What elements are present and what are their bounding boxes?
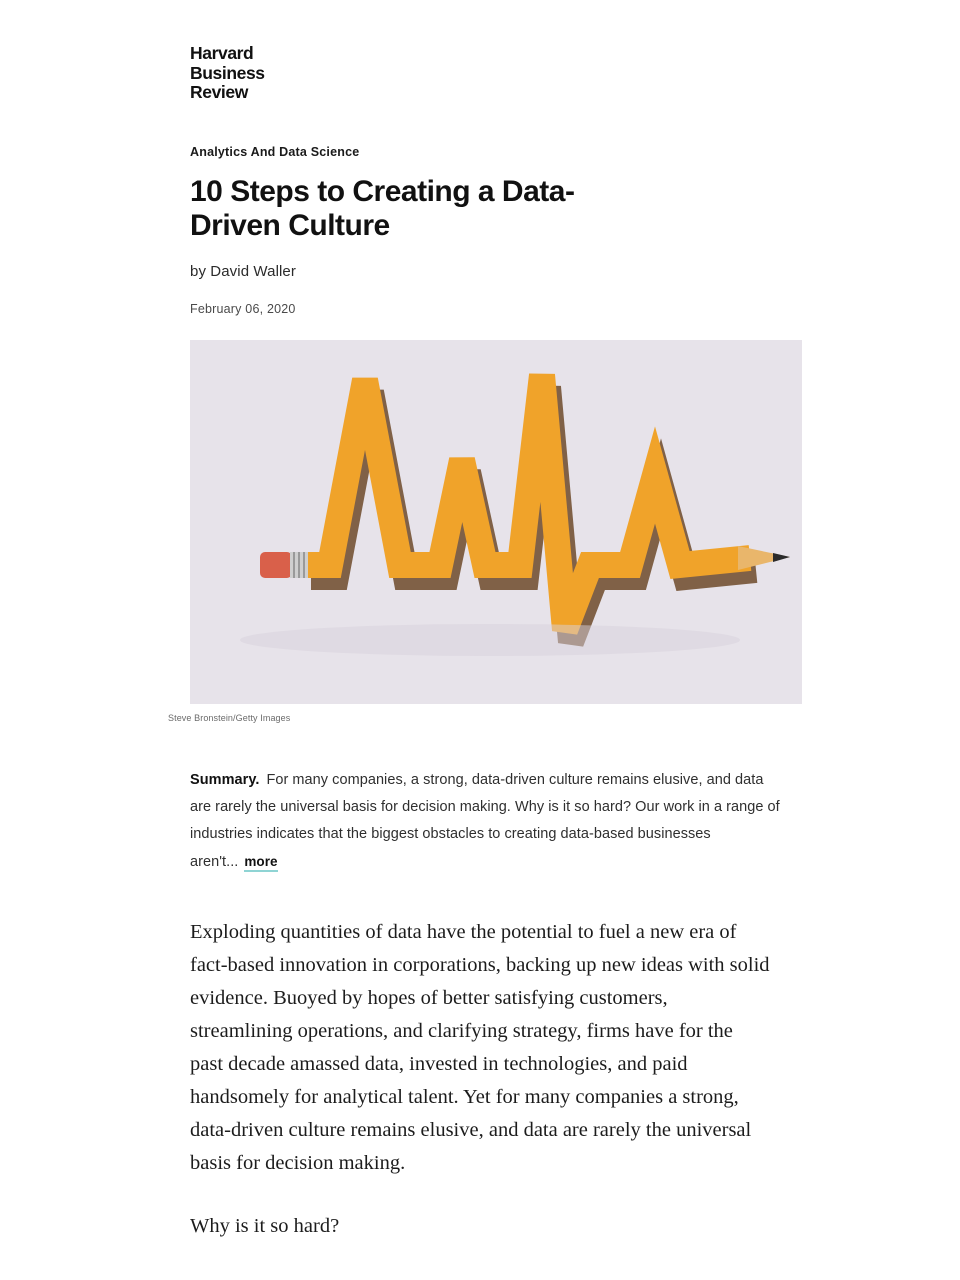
page-title: 10 Steps to Creating a Data-Driven Culture bbox=[190, 174, 575, 242]
publication-date: February 06, 2020 bbox=[190, 301, 296, 316]
article-summary bbox=[190, 767, 782, 876]
summary-more-link[interactable]: more bbox=[244, 854, 277, 872]
hbr-logo-line-1: Harvard bbox=[190, 43, 254, 63]
article-content-column bbox=[168, 0, 802, 1273]
body-paragraph: Exploding quantities of data have the potential to fuel a new era of fact-based innovation in corporations, backing up new ideas with solid evidence. Buoyed by hopes of better satisfying customers, streamlining operations, and clarifying strategy, firms have for the past decade amassed data, invested in technologies, and paid handsomely for analytical talent. Yet for many companies a strong, data-driven culture remains elusive, and data are rarely the universal basis for decision making. bbox=[190, 920, 770, 1174]
article-body bbox=[190, 916, 770, 1243]
summary-label: Summary. bbox=[190, 771, 260, 788]
article-byline[interactable]: by David Waller bbox=[190, 262, 296, 280]
article-topic-link[interactable]: Analytics And Data Science bbox=[190, 144, 360, 159]
image-credit: Steve Bronstein/Getty Images bbox=[168, 712, 291, 723]
masthead bbox=[190, 0, 802, 103]
hbr-logo-line-3: Review bbox=[190, 82, 248, 102]
hero-image bbox=[190, 340, 802, 704]
body-paragraph: Why is it so hard? bbox=[190, 1214, 340, 1237]
hbr-logo[interactable] bbox=[190, 44, 310, 103]
hero-image-block bbox=[168, 340, 802, 723]
hbr-logo-line-2: Business bbox=[190, 62, 265, 83]
summary-text: For many companies, a strong, data-driven culture remains elusive, and data are rarely the universal basis for decision making. Why is it so hard? Our work in a range of industries indicates that the biggest obstacles to creating data-based businesses aren't... bbox=[190, 771, 780, 870]
